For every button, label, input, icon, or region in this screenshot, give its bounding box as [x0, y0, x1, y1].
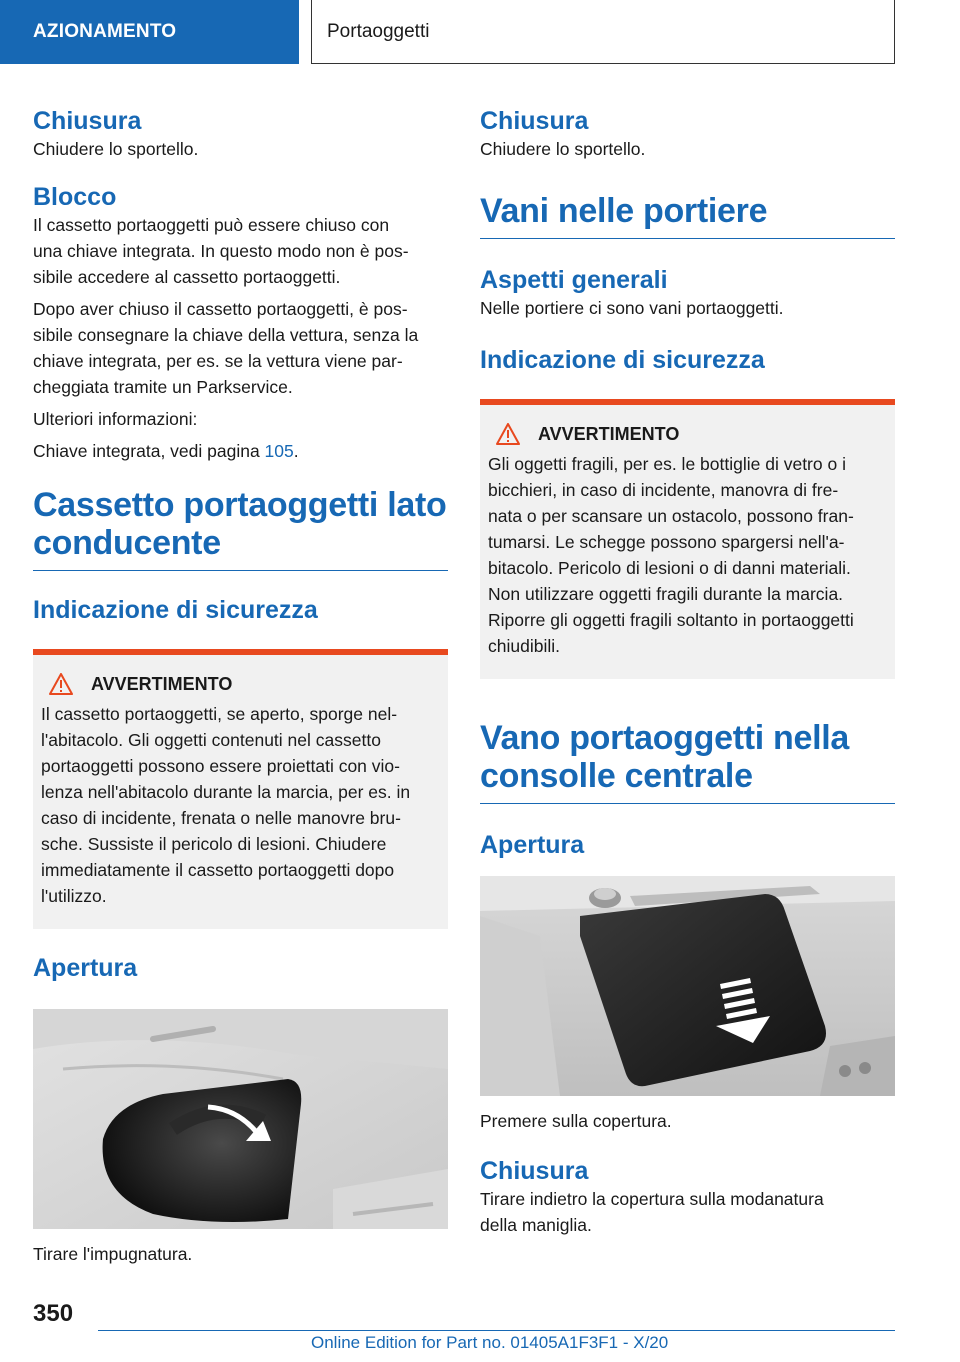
safety-heading: Indicazione di sicurezza	[33, 596, 318, 624]
reference-end: .	[293, 441, 299, 461]
blocco-paragraph-2	[33, 296, 448, 400]
chapter-tab	[0, 0, 299, 64]
line: caso di incidente, frenata o nelle manovre bru-	[41, 808, 401, 828]
safety-heading: Indicazione di sicurezza	[480, 346, 765, 374]
vani-title: Vani nelle portiere	[480, 192, 895, 239]
chiusura-text: Chiudere lo sportello.	[33, 139, 199, 159]
glovebox-driver-photo	[33, 1009, 448, 1229]
warning-label: AVVERTIMENTO	[538, 423, 680, 444]
chiusura-heading: Chiusura	[480, 107, 589, 135]
warning-text	[488, 451, 887, 659]
title-line: conducente	[33, 524, 221, 562]
line: bicchieri, in caso di incidente, manovra di fre-	[488, 480, 839, 500]
warning-label: AVVERTIMENTO	[91, 673, 233, 694]
reference-text: Chiave integrata, vedi pagina	[33, 441, 265, 461]
blocco-paragraph-3: Ulteriori informazioni:	[33, 409, 198, 429]
warning-box	[33, 649, 448, 929]
line: Gli oggetti fragili, per es. le bottiglie di vetro o i	[488, 454, 846, 474]
title-line: consolle centrale	[480, 757, 753, 795]
warning-icon	[496, 423, 520, 445]
chiusura-heading-2: Chiusura	[480, 1157, 589, 1185]
vano-title	[480, 719, 895, 804]
right-column	[480, 96, 895, 1238]
blocco-reference	[33, 438, 448, 464]
line: l'utilizzo.	[41, 886, 107, 906]
line: chiave integrata, per es. se la vettura viene par-	[33, 351, 403, 371]
line: chiudibili.	[488, 636, 560, 656]
line: sibile consegnare la chiave della vettura, senza la	[33, 325, 419, 345]
title-line: Vano portaoggetti nella	[480, 719, 850, 757]
line: Riporre gli oggetti fragili soltanto in portaoggetti	[488, 610, 854, 630]
apertura-heading: Apertura	[480, 831, 585, 859]
line: immediatamente il cassetto portaoggetti dopo	[41, 860, 395, 880]
footer-edition: Online Edition for Part no. 01405A1F3F1 - X/20	[311, 1333, 669, 1352]
center-console-photo	[480, 876, 895, 1096]
photo-caption: Premere sulla copertura.	[480, 1111, 672, 1131]
line: nata o per scansare un ostacolo, possono fran-	[488, 506, 854, 526]
line: della maniglia.	[480, 1215, 592, 1235]
line: Tirare indietro la copertura sulla modanatura	[480, 1189, 824, 1209]
warning-icon	[49, 673, 73, 695]
line: tumarsi. Le schegge possono spargersi nell'a-	[488, 532, 845, 552]
aspetti-heading: Aspetti generali	[480, 266, 668, 294]
section-title	[33, 486, 448, 571]
line: cheggiata tramite un Parkservice.	[33, 377, 293, 397]
apertura-heading: Apertura	[33, 954, 138, 982]
line: Il cassetto portaoggetti, se aperto, sporge nel-	[41, 704, 398, 724]
aspetti-text: Nelle portiere ci sono vani portaoggetti.	[480, 298, 784, 318]
chiusura-text: Chiudere lo sportello.	[480, 139, 646, 159]
line: bitacolo. Pericolo di lesioni o di danni materiali.	[488, 558, 851, 578]
line: l'abitacolo. Gli oggetti contenuti nel cassetto	[41, 730, 381, 750]
warning-title	[49, 673, 440, 695]
warning-box	[480, 399, 895, 679]
warning-text	[41, 701, 440, 909]
warning-title	[496, 423, 887, 445]
photo-caption: Tirare l'impugnatura.	[33, 1244, 193, 1264]
section-header	[311, 0, 895, 64]
line: una chiave integrata. In questo modo non è pos-	[33, 241, 409, 261]
chiusura-text-2	[480, 1186, 895, 1238]
footer-divider	[98, 1330, 895, 1331]
line: Il cassetto portaoggetti può essere chiuso con	[33, 215, 390, 235]
line: Dopo aver chiuso il cassetto portaoggetti, è pos-	[33, 299, 408, 319]
line: portaoggetti possono essere proiettati con vio-	[41, 756, 400, 776]
page-number: 350	[33, 1300, 74, 1327]
blocco-heading: Blocco	[33, 183, 117, 211]
section-label: Portaoggetti	[327, 20, 430, 42]
line: sche. Sussiste il pericolo di lesioni. Chiudere	[41, 834, 387, 854]
chiusura-heading: Chiusura	[33, 107, 142, 135]
title-line: Cassetto portaoggetti lato	[33, 486, 447, 524]
line: lenza nell'abitacolo durante la marcia, per es. in	[41, 782, 411, 802]
line: sibile accedere al cassetto portaoggetti.	[33, 267, 341, 287]
left-column	[33, 96, 448, 1267]
page-link[interactable]: 105	[264, 441, 294, 461]
blocco-paragraph-1	[33, 212, 448, 290]
chapter-label: AZIONAMENTO	[33, 21, 177, 42]
line: Non utilizzare oggetti fragili durante la marcia.	[488, 584, 844, 604]
